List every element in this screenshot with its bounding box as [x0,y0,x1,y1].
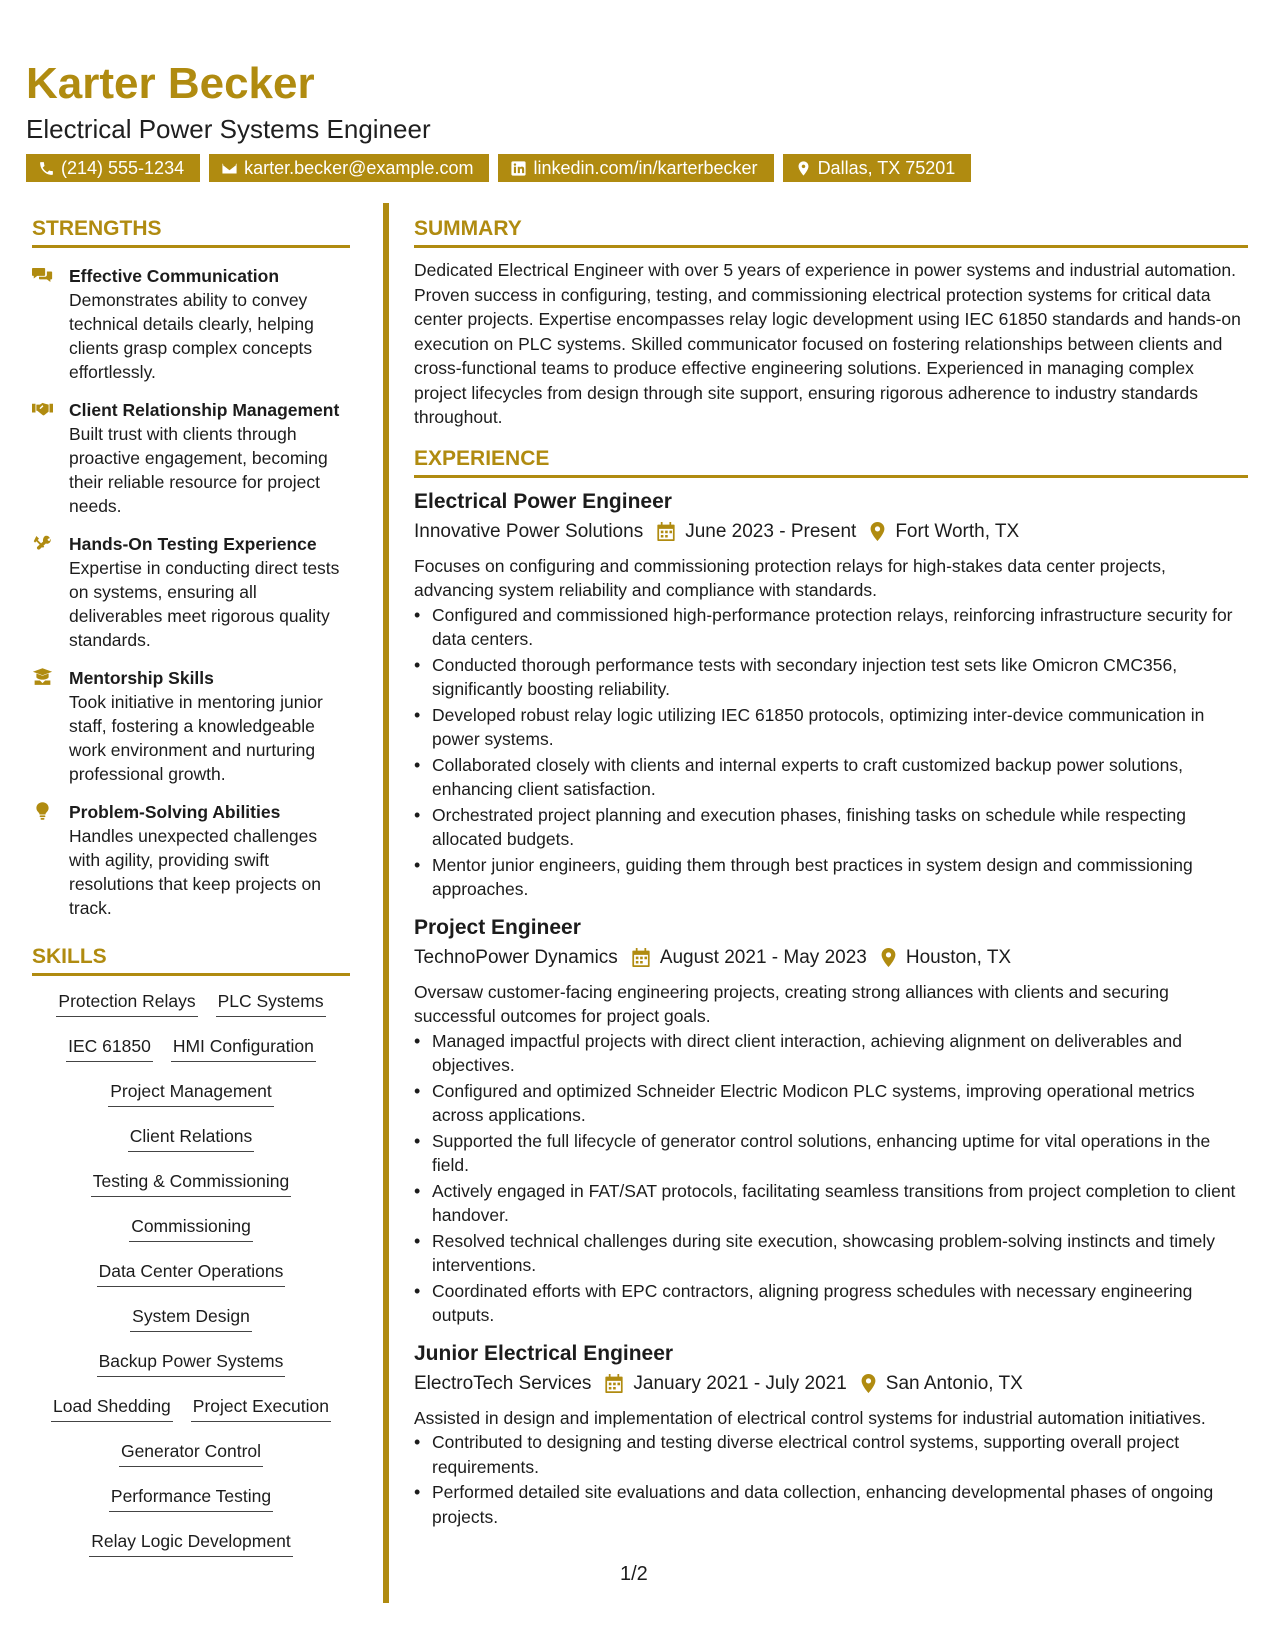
strength-title: Effective Communication [69,266,280,286]
strength-desc: Demonstrates ability to convey technical details clearly, helping clients grasp complex concepts effortlessly. [69,290,314,382]
location-text: Dallas, TX 75201 [817,158,956,178]
job-dates: January 2021 - July 2021 [633,1372,847,1394]
job-entry [414,488,1248,902]
job-location: Houston, TX [905,946,1012,968]
strengths-list [32,264,350,920]
job-company: ElectroTech Services [414,1372,592,1394]
experience-heading: EXPERIENCE [414,448,1248,478]
list-item: • Supported the full lifecycle of generator control solutions, enhancing uptime for vital operations in the field. [414,1129,1248,1178]
strength-desc: Built trust with clients through proactive engagement, becoming their reliable resource for project needs. [69,424,328,516]
skill-tag: System Design [130,1304,252,1332]
contact-phone[interactable] [26,154,200,182]
job-meta [414,1370,1248,1398]
summary-heading: SUMMARY [414,218,1248,248]
strength-desc: Expertise in conducting direct tests on systems, ensuring all deliverables meet rigorous quality standards. [69,558,340,650]
job-location: Fort Worth, TX [895,520,1020,542]
strength-item [32,800,350,920]
job-bullets [414,603,1248,902]
job-company: TechnoPower Dynamics [414,946,618,968]
list-item: • Collaborated closely with clients and internal experts to craft customized backup power solutions, enhancing client satisfaction. [414,753,1248,802]
skill-tag: Performance Testing [109,1484,273,1512]
contact-location [783,154,972,182]
strength-desc: Took initiative in mentoring junior staff, fostering a knowledgeable work environment and nurturing professional growth. [69,692,323,784]
list-item: • Orchestrated project planning and execution phases, finishing tasks on schedule while respecting allocated budgets. [414,803,1248,852]
map-pin-icon [870,522,885,541]
map-pin-icon [881,948,896,967]
strength-item [32,666,350,786]
job-bullets [414,1029,1248,1328]
calendar-icon [657,522,675,541]
strength-item [32,532,350,652]
skill-tag: Project Execution [191,1394,331,1422]
job-position: Electrical Power Engineer [414,489,672,513]
page-number: 1/2 [620,1563,648,1585]
list-item: • Coordinated efforts with EPC contractors, aligning progress schedules with necessary engineering outputs. [414,1279,1248,1328]
job-location: San Antonio, TX [885,1372,1023,1394]
job-description: Oversaw customer-facing engineering projects, creating strong alliances with clients and securing successful outcomes for project goals. [414,981,1169,1026]
strength-title: Hands-On Testing Experience [69,534,317,554]
envelope-icon [221,160,238,177]
strength-item [32,398,350,518]
skill-tag: Data Center Operations [97,1259,286,1287]
contact-bar [26,154,1249,182]
job-dates: June 2023 - Present [685,520,857,542]
strength-title: Client Relationship Management [69,400,340,420]
list-item: • Configured and commissioned high-performance protection relays, reinforcing infrastructure security for data centers. [414,603,1248,652]
handshake-icon [32,400,53,418]
list-item: • Contributed to designing and testing diverse electrical control systems, supporting overall project requirements. [414,1430,1248,1479]
skill-tag: IEC 61850 [66,1034,153,1062]
phone-icon [38,160,55,177]
job-position: Junior Electrical Engineer [414,1341,674,1365]
chat-bubbles-icon [32,266,53,284]
skill-tag: Project Management [108,1079,273,1107]
job-meta [414,518,1248,546]
strength-desc: Handles unexpected challenges with agility, providing swift resolutions that keep projects on track. [69,826,321,918]
teacher-icon [32,668,53,686]
list-item: • Mentor junior engineers, guiding them through best practices in system design and commissioning approaches. [414,853,1248,902]
candidate-name: Karter Becker [26,59,315,108]
job-entry [414,1340,1248,1530]
linkedin-text: linkedin.com/in/karterbecker [533,158,758,178]
skill-tag: Testing & Commissioning [91,1169,291,1197]
strength-item [32,264,350,384]
job-bullets [414,1430,1248,1529]
list-item: • Configured and optimized Schneider Electric Modicon PLC systems, improving operational metrics across applications. [414,1079,1248,1128]
skill-tag: Relay Logic Development [89,1529,292,1557]
map-pin-icon [795,160,812,177]
phone-text: (214) 555-1234 [61,158,185,178]
list-item: • Developed robust relay logic utilizing IEC 61850 protocols, optimizing inter-device communication in power systems. [414,703,1248,752]
skill-tag: Client Relations [128,1124,255,1152]
job-description: Assisted in design and implementation of electrical control systems for industrial automation initiatives. [414,1407,1206,1428]
job-title: Electrical Power Systems Engineer [26,114,431,144]
contact-linkedin[interactable] [498,154,773,182]
job-dates: August 2021 - May 2023 [659,946,867,968]
job-entry [414,914,1248,1328]
skill-tag: Protection Relays [56,989,197,1017]
list-item: • Actively engaged in FAT/SAT protocols, facilitating seamless transitions from project completion to client handover. [414,1179,1248,1228]
skill-tag: Backup Power Systems [97,1349,286,1377]
right-column [414,218,1248,1530]
resume-header [26,59,1249,182]
skill-tag: Load Shedding [51,1394,173,1422]
job-description: Focuses on configuring and commissioning protection relays for high-stakes data center projects, advancing system reliability and compliance with standards. [414,555,1166,600]
strength-title: Mentorship Skills [69,668,214,688]
skill-tag: HMI Configuration [171,1034,316,1062]
column-divider [383,203,389,1603]
contact-email[interactable] [209,154,489,182]
job-position: Project Engineer [414,915,581,939]
strengths-heading: STRENGTHS [32,218,350,248]
lightbulb-icon [32,802,53,820]
list-item: • Resolved technical challenges during site execution, showcasing problem-solving instincts and timely interventions. [414,1229,1248,1278]
list-item: • Performed detailed site evaluations and data collection, enhancing developmental phases of ongoing projects. [414,1480,1248,1529]
skills-list [32,989,350,1574]
calendar-icon [605,1374,623,1393]
job-company: Innovative Power Solutions [414,520,644,542]
left-column [32,218,350,1574]
map-pin-icon [861,1374,876,1393]
job-meta [414,944,1248,972]
calendar-icon [632,948,650,967]
skill-tag: PLC Systems [216,989,326,1017]
summary-text: Dedicated Electrical Engineer with over 5 years of experience in power systems and industrial automation. Proven success in configuring, testing, and commissioning electrical protection systems for critical data center projects. Expertise encompasses relay logic development using IEC 61850 standards and hands-on execution on PLC systems. Skilled communicator focused on fostering relationships between clients and cross-functional teams to produce effective engineering solutions. Experienced in managing complex project lifecycles from design through site support, ensuring rigorous adherence to industry standards throughout. [414,260,1241,427]
list-item: • Conducted thorough performance tests with secondary injection test sets like Omicron CMC356, significantly boosting reliability. [414,653,1248,702]
email-text: karter.becker@example.com [244,158,474,178]
linkedin-icon [510,160,527,177]
skill-tag: Generator Control [119,1439,263,1467]
list-item: • Managed impactful projects with direct client interaction, achieving alignment on deliverables and objectives. [414,1029,1248,1078]
strength-title: Problem-Solving Abilities [69,802,281,822]
skills-heading: SKILLS [32,946,350,976]
tools-icon [32,534,53,552]
skill-tag: Commissioning [129,1214,253,1242]
